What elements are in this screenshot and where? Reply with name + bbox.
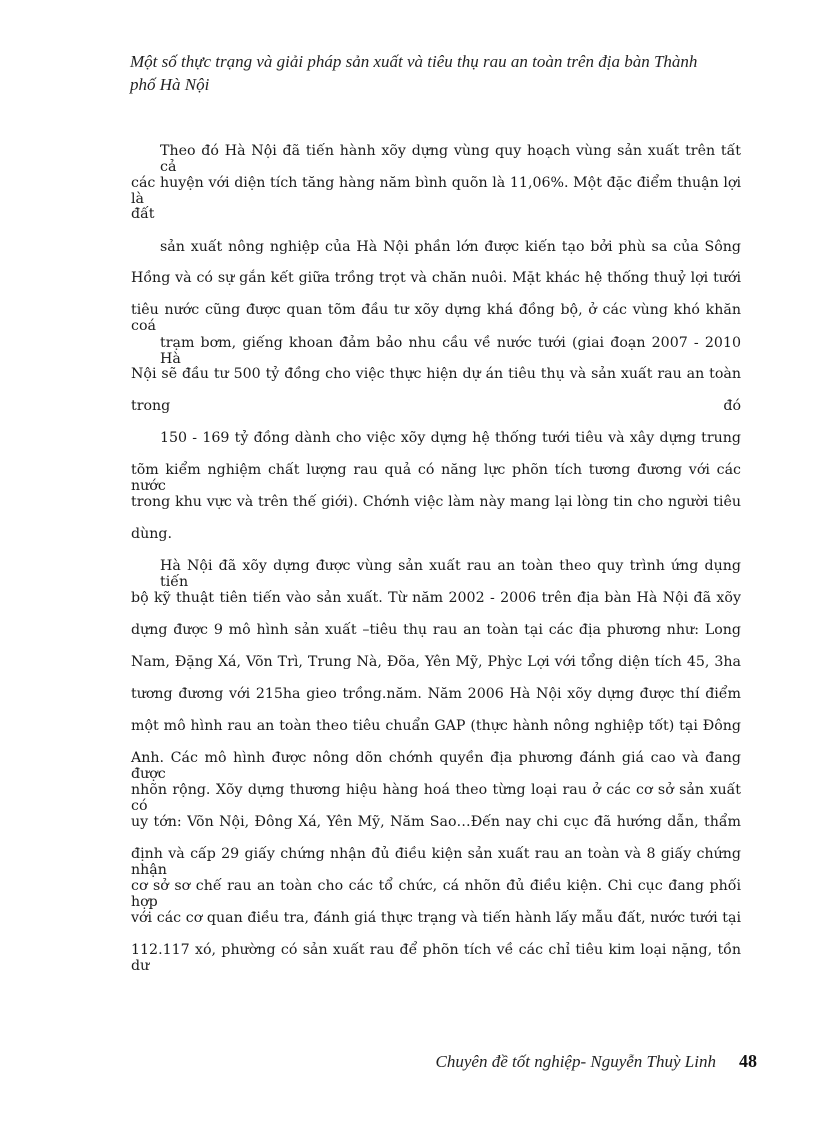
body-line: tiêu nước cũng được quan tõm đầu tư xõy dựng khá đồng bộ, ở các vùng khó khăn coá	[131, 302, 741, 334]
body-word: trong	[131, 398, 171, 414]
page-number: 48	[739, 1051, 757, 1071]
body-line: đất	[131, 206, 155, 222]
body-line: bộ kỹ thuật tiên tiến vào sản xuất. Từ năm 2002 - 2006 trên địa bàn Hà Nội đã xõy	[131, 590, 741, 606]
body-word: đó	[723, 398, 741, 414]
running-header	[130, 50, 730, 96]
body-line: một mô hình rau an toàn theo tiêu chuẩn GAP (thực hành nông nghiệp tốt) tại Đông	[131, 718, 741, 734]
body-line: uy tớn: Võn Nội, Đông Xá, Yên Mỹ, Năm Sao…Đến nay chi cục đã hướng dẫn, thẩm	[131, 814, 741, 830]
body-line: dùng.	[131, 526, 172, 542]
body-line: Theo đó Hà Nội đã tiến hành xõy dựng vùng quy hoạch vùng sản xuất trên tất cả	[160, 143, 741, 175]
body-line: cơ sở sơ chế rau an toàn cho các tổ chức, cá nhõn đủ điều kiện. Chi cục đang phối hợp	[131, 878, 741, 910]
body-line: sản xuất nông nghiệp của Hà Nội phần lớn được kiến tạo bởi phù sa của Sông	[160, 239, 741, 255]
footer-title: Chuyên đề tốt nghiệp- Nguyễn Thuỳ Linh	[435, 1052, 716, 1071]
body-line: định và cấp 29 giấy chứng nhận đủ điều kiện sản xuất rau an toàn và 8 giấy chứng nhận	[131, 846, 741, 878]
body-line: với các cơ quan điều tra, đánh giá thực trạng và tiến hành lấy mẫu đất, nước tưới tại	[131, 910, 741, 926]
body-line-split	[131, 398, 741, 414]
body-line: tương đương với 215ha gieo trồng.năm. Năm 2006 Hà Nội xõy dựng được thí điểm	[131, 686, 741, 702]
body-line: trong khu vực và trên thế giới). Chớnh việc làm này mang lại lòng tin cho người tiêu	[131, 494, 741, 510]
header-line-2: phố Hà Nội	[130, 75, 210, 94]
body-line: tõm kiểm nghiệm chất lượng rau quả có năng lực phõn tích tương đương với các nước	[131, 462, 741, 494]
body-line: Hồng và có sự gắn kết giữa trồng trọt và chăn nuôi. Mặt khác hệ thống thuỷ lợi tưới	[131, 270, 741, 286]
body-line: Hà Nội đã xõy dựng được vùng sản xuất rau an toàn theo quy trình ứng dụng tiến	[160, 558, 741, 590]
header-line-1: Một số thực trạng và giải pháp sản xuất và tiêu thụ rau an toàn trên địa bàn Thành	[130, 52, 698, 71]
body-line: 112.117 xó, phường có sản xuất rau để phõn tích về các chỉ tiêu kim loại nặng, tồn dư	[131, 942, 741, 974]
body-line: các huyện với diện tích tăng hàng năm bình quõn là 11,06%. Một đặc điểm thuận lợi là	[131, 175, 741, 207]
body-line: nhõn rộng. Xõy dựng thương hiệu hàng hoá theo từng loại rau ở các cơ sở sản xuất có	[131, 782, 741, 814]
body-line: trạm bơm, giếng khoan đảm bảo nhu cầu về nước tưới (giai đoạn 2007 - 2010 Hà	[160, 335, 741, 367]
body-line: 150 - 169 tỷ đồng dành cho việc xõy dựng hệ thống tưới tiêu và xây dựng trung	[160, 430, 741, 446]
body-line: dựng được 9 mô hình sản xuất –tiêu thụ rau an toàn tại các địa phương như: Long	[131, 622, 741, 638]
body-line: Nam, Đặng Xá, Võn Trì, Trung Nà, Đõa, Yên Mỹ, Phỳc Lợi với tổng diện tích 45, 3ha	[131, 654, 741, 670]
body-line: Anh. Các mô hình được nông dõn chớnh quyền địa phương đánh giá cao và đang được	[131, 750, 741, 782]
body-line: Nội sẽ đầu tư 500 tỷ đồng cho việc thực hiện dự án tiêu thụ và sản xuất rau an toàn	[131, 366, 741, 382]
